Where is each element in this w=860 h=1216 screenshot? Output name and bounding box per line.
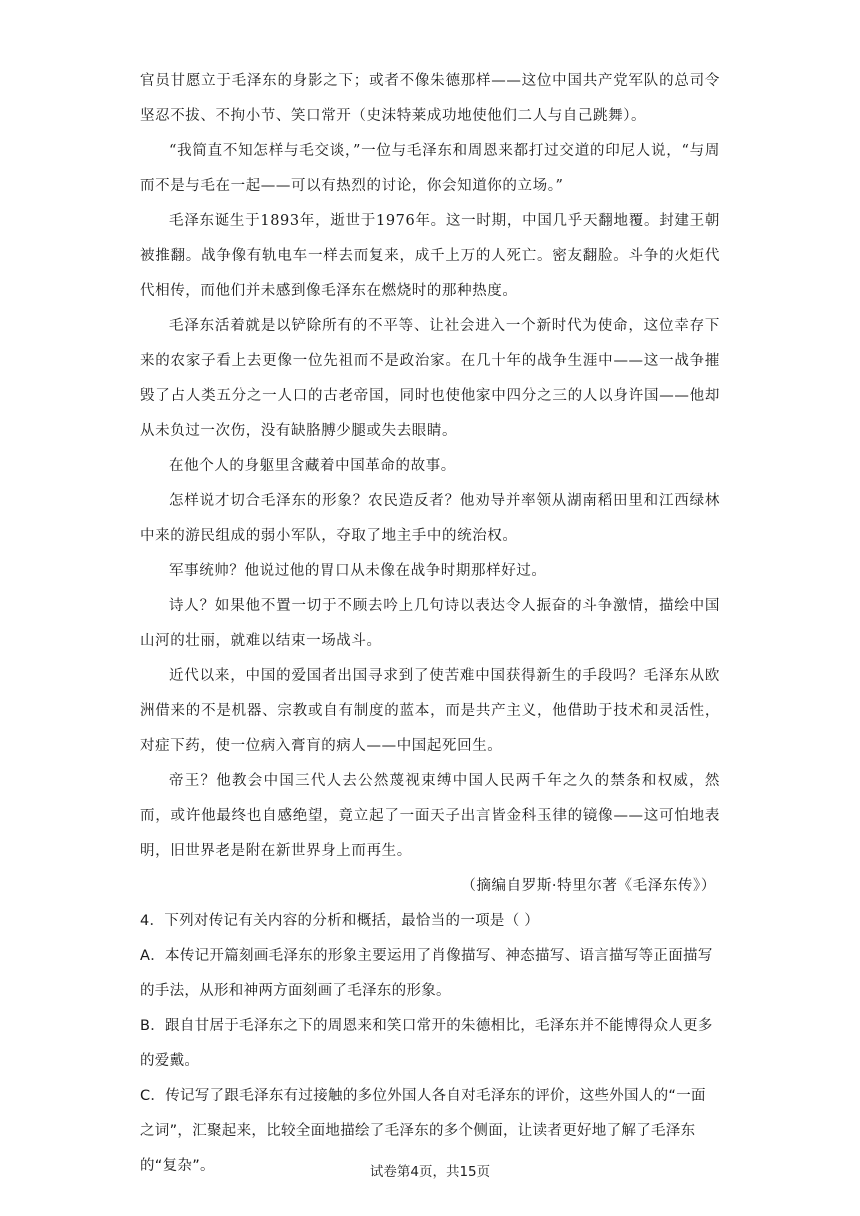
page-content [140, 64, 720, 1184]
passage-paragraph: 官员甘愿立于毛泽东的身影之下；或者不像朱德那样——这位中国共产党军队的总司令坚忍不拔、不拘小节、笑口常开（史沫特莱成功地使他们二人与自己跳舞）。 [140, 73, 720, 124]
passage-source: （摘编自罗斯·特里尔著《毛泽东传》） [461, 878, 716, 894]
passage-paragraph: 毛泽东诞生于1893年，逝世于1976年。这一时期，中国几乎天翻地覆。封建王朝被推翻。战争像有轨电车一样去而复来，成千上万的人死亡。密友翻脸。斗争的火炬代代相传，而他们并未感到像毛泽东在燃烧时的那种热度。 [140, 213, 720, 299]
question-block [140, 904, 720, 1184]
passage-paragraph: “我简直不知怎样与毛交谈，”一位与毛泽东和周恩来都打过交道的印尼人说，“与周而不是与毛在一起——可以有热烈的讨论，你会知道你的立场。” [140, 143, 720, 194]
passage-paragraph: 近代以来，中国的爱国者出国寻求到了使苦难中国获得新生的手段吗？毛泽东从欧洲借来的不是机器、宗教或自有制度的蓝本，而是共产主义，他借助于技术和灵活性，对症下药，使一位病入膏肓的病人——中国起死回生。 [140, 668, 720, 754]
option-a: A．本传记开篇刻画毛泽东的形象主要运用了肖像描写、神态描写、语言描写等正面描写的手法，从形和神两方面刻画了毛泽东的形象。 [140, 948, 713, 999]
passage-paragraph: 军事统帅？他说过他的胃口从未像在战争时期那样好过。 [169, 563, 547, 579]
passage-paragraph: 诗人？如果他不置一切于不顾去吟上几句诗以表达令人振奋的斗争激情，描绘中国山河的壮丽，就难以结束一场战斗。 [140, 598, 720, 649]
question-stem: 4．下列对传记有关内容的分析和概括，最恰当的一项是（ ） [140, 913, 540, 929]
passage-paragraph: 帝王？他教会中国三代人去公然蔑视束缚中国人民两千年之久的禁条和权威，然而，或许他最终也自感绝望，竟立起了一面天子出言皆金科玉律的镜像——这可怕地表明，旧世界老是附在新世界身上而再生。 [140, 773, 720, 859]
page-footer: 试卷第4页，共15页 [369, 1164, 491, 1180]
reading-passage [140, 64, 720, 904]
passage-paragraph: 在他个人的身躯里含藏着中国革命的故事。 [169, 458, 456, 474]
option-c: C．传记写了跟毛泽东有过接触的多位外国人各自对毛泽东的评价，这些外国人的“一面之词”，汇聚起来，比较全面地描绘了毛泽东的多个侧面，让读者更好地了解了毛泽东的“复杂”。 [140, 1088, 706, 1174]
passage-paragraph: 怎样说才切合毛泽东的形象？农民造反者？他劝导并率领从湖南稻田里和江西绿林中来的游民组成的弱小军队，夺取了地主手中的统治权。 [140, 493, 720, 544]
passage-paragraph: 毛泽东活着就是以铲除所有的不平等、让社会进入一个新时代为使命，这位幸存下来的农家子看上去更像一位先祖而不是政治家。在几十年的战争生涯中——这一战争摧毁了占人类五分之一人口的古老帝国，同时也使他家中四分之三的人以身许国——他却从未负过一次伤，没有缺胳膊少腿或失去眼睛。 [140, 318, 720, 439]
option-b: B．跟自甘居于毛泽东之下的周恩来和笑口常开的朱德相比，毛泽东并不能博得众人更多的爱戴。 [140, 1018, 713, 1069]
